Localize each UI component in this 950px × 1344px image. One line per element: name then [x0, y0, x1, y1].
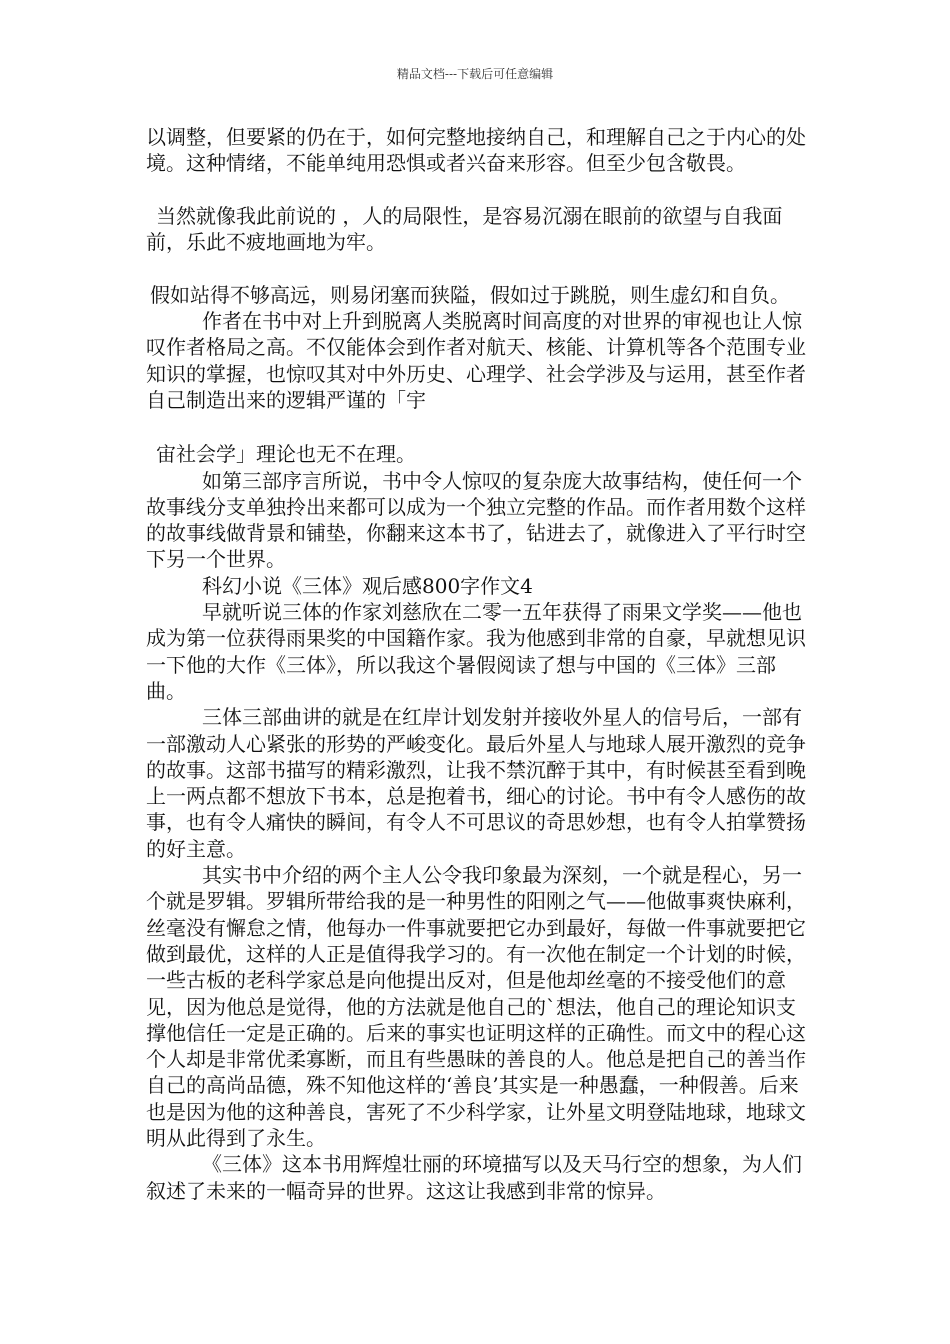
paragraph: 三体三部曲讲的就是在红岸计划发射并接收外星人的信号后，一部有一部激动人心紧张的形势的严峻变化。最后外星人与地球人展开激烈的竞争的故事。这部书描写的精彩激烈，让我不禁沉醉于其中，有时候甚至看到晚上一两点都不想放下书本，总是抱着书，细心的讨论。书中有令人感伤的故事，也有令人痛快的瞬间，有令人不可思议的奇思妙想，也有令人拍掌赞扬的好主意。 [146, 705, 806, 861]
paragraph: 早就听说三体的作家刘慈欣在二零一五年获得了雨果文学奖——他也成为第一位获得雨果奖的中国籍作家。我为他感到非常的自豪，早就想见识一下他的大作《三体》，所以我这个暑假阅读了想与中国的《三体》三部曲。 [146, 600, 806, 703]
paragraph: 以调整，但要紧的仍在于，如何完整地接纳自己，和理解自己之于内心的处境。这种情绪，不能单纯用恐惧或者兴奋来形容。但至少包含敬畏。 [146, 125, 806, 176]
paragraph-gap [146, 255, 810, 281]
section-title: 科幻小说《三体》观后感800字作文4 [202, 573, 533, 598]
paragraph: 《三体》这本书用辉煌壮丽的环境描写以及天马行空的想象，为人们叙述了未来的一幅奇异的世界。这这让我感到非常的惊异。 [146, 1152, 802, 1203]
paragraph: 如第三部序言所说，书中令人惊叹的复杂庞大故事结构，使任何一个故事线分支单独拎出来都可以成为一个独立完整的作品。而作者用数个这样的故事线做背景和铺垫，你翻来这本书了，钻进去了，就像进入了平行时空下另一个世界。 [146, 468, 806, 572]
paragraph-gap [146, 413, 810, 441]
paragraph: 假如站得不够高远，则易闭塞而狭隘，假如过于跳脱，则生虚幻和自负。 [150, 282, 790, 307]
paragraph: 宙社会学」理论也无不在理。 [156, 442, 416, 467]
paragraph: 当然就像我此前说的 ，人的局限性，是容易沉溺在眼前的欲望与自我面前，乐此不疲地画地为牢。 [146, 203, 783, 255]
paragraph: 作者在书中对上升到脱离人类脱离时间高度的对世界的审视也让人惊叹作者格局之高。不仅能体会到作者对航天、核能、计算机等各个范围专业知识的掌握，也惊叹其对中外历史、心理学、社会学涉及与运用，甚至作者自己制造出来的逻辑严谨的「宇 [146, 309, 806, 412]
document-body [146, 124, 810, 1204]
page-header: 精品文档---下载后可任意编辑 [396, 67, 554, 81]
paragraph-gap [146, 177, 810, 203]
paragraph: 其实书中介绍的两个主人公令我印象最为深刻，一个就是程心，另一个就是罗辑。罗辑所带给我的是一种男性的阳刚之气——他做事爽快麻利，丝毫没有懈怠之情，他每办一件事就要把它办到最好，每做一件事就要把它做到最优，这样的人正是值得我学习的。有一次他在制定一个计划的时候，一些古板的老科学家总是向他提出反对，但是他却丝毫的不接受他们的意见，因为他总是觉得，他的方法就是他自己的`想法，他自己的理论知识支撑他信任一定是正确的。后来的事实也证明这样的正确性。而文中的程心这个人却是非常优柔寡断，而且有些愚昧的善良的人。他总是把自己的善当作自己的高尚品德，殊不知他这样的‘善良’其实是一种愚蠢，一种假善。后来也是因为他的这种善良，害死了不少科学家，让外星文明登陆地球，地球文明从此得到了永生。 [146, 863, 806, 1150]
